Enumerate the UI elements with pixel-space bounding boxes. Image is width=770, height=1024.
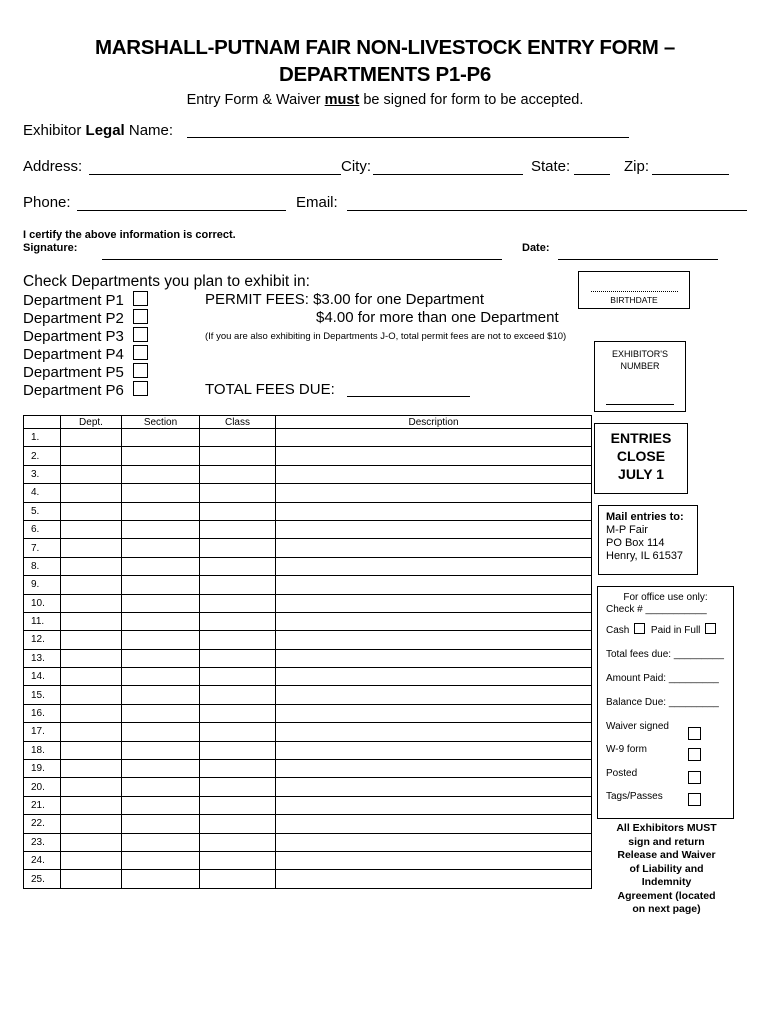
section-cell[interactable] [122, 668, 200, 686]
section-cell[interactable] [122, 760, 200, 778]
class-cell[interactable] [200, 815, 276, 833]
class-cell[interactable] [200, 778, 276, 796]
class-cell[interactable] [200, 833, 276, 851]
office-cash-checkbox[interactable] [634, 623, 645, 634]
row-number: 6. [24, 520, 61, 538]
table-row [24, 612, 592, 630]
office-amount-paid: Amount Paid: _________ [606, 673, 719, 684]
class-cell[interactable] [200, 796, 276, 814]
row-number: 9. [24, 576, 61, 594]
class-cell[interactable] [200, 502, 276, 520]
dept-cell[interactable] [61, 796, 122, 814]
description-cell[interactable] [276, 668, 592, 686]
exhibitor-number-line1: EXHIBITOR'S [611, 349, 669, 359]
address-label: Address: [23, 158, 83, 175]
section-cell[interactable] [122, 704, 200, 722]
exhibitor-number-line2: NUMBER [620, 361, 660, 371]
dept-cell[interactable] [61, 594, 122, 612]
section-cell[interactable] [122, 723, 200, 741]
section-cell[interactable] [122, 741, 200, 759]
email-label: Email: [296, 194, 338, 211]
dept-cell[interactable] [61, 778, 122, 796]
section-cell[interactable] [122, 429, 200, 447]
class-cell[interactable] [200, 704, 276, 722]
section-cell[interactable] [122, 833, 200, 851]
row-number: 20. [24, 778, 61, 796]
row-number: 25. [24, 870, 61, 888]
description-cell[interactable] [276, 612, 592, 630]
class-cell[interactable] [200, 539, 276, 557]
description-cell[interactable] [276, 520, 592, 538]
description-cell[interactable] [276, 557, 592, 575]
dept-cell[interactable] [61, 815, 122, 833]
description-cell[interactable] [276, 447, 592, 465]
dept-label-p4: Department P4 [23, 346, 124, 363]
subtitle-pre: Entry Form & Waiver [186, 92, 325, 108]
class-cell[interactable] [200, 594, 276, 612]
dept-cell[interactable] [61, 649, 122, 667]
dept-row-p5 [23, 363, 148, 382]
dept-cell[interactable] [61, 539, 122, 557]
class-cell[interactable] [200, 741, 276, 759]
office-payment-row [606, 623, 716, 636]
section-cell[interactable] [122, 870, 200, 888]
entries-table [23, 415, 592, 889]
dept-row-p6 [23, 381, 148, 400]
row-number: 16. [24, 704, 61, 722]
class-cell[interactable] [200, 668, 276, 686]
row-number: 13. [24, 649, 61, 667]
office-waiver-label: Waiver signed [606, 721, 669, 732]
section-cell[interactable] [122, 778, 200, 796]
total-fees-label: TOTAL FEES DUE: [205, 381, 335, 398]
notice-line5: Indemnity [641, 876, 692, 888]
legal-name-bold: Legal [85, 122, 125, 139]
description-cell[interactable] [276, 594, 592, 612]
section-cell[interactable] [122, 447, 200, 465]
zip-field[interactable] [652, 174, 729, 175]
class-cell[interactable] [200, 465, 276, 483]
notice-line2: sign and return [628, 835, 705, 848]
description-cell[interactable] [276, 851, 592, 869]
row-number: 10. [24, 594, 61, 612]
subtitle-post: be signed for form to be accepted. [359, 92, 584, 108]
table-row [24, 723, 592, 741]
class-cell[interactable] [200, 870, 276, 888]
date-field[interactable] [558, 259, 718, 260]
legal-name-post: Name: [124, 122, 174, 139]
phone-field[interactable] [77, 210, 286, 211]
city-field[interactable] [373, 174, 523, 175]
description-cell[interactable] [276, 778, 592, 796]
office-use-box [597, 586, 734, 819]
table-row [24, 668, 592, 686]
certify-statement: I certify the above information is correct. [23, 229, 236, 241]
mail-entries-text [606, 511, 684, 563]
waiver-notice [597, 822, 736, 917]
section-cell[interactable] [122, 557, 200, 575]
description-cell[interactable] [276, 502, 592, 520]
section-cell[interactable] [122, 796, 200, 814]
dept-row-p4 [23, 345, 148, 364]
table-row [24, 796, 592, 814]
table-row [24, 741, 592, 759]
row-number: 23. [24, 833, 61, 851]
description-cell[interactable] [276, 465, 592, 483]
table-row [24, 557, 592, 575]
section-cell[interactable] [122, 686, 200, 704]
office-paid-label: Paid in Full [650, 625, 701, 636]
row-number: 12. [24, 631, 61, 649]
section-cell[interactable] [122, 502, 200, 520]
section-cell[interactable] [122, 631, 200, 649]
section-cell[interactable] [122, 612, 200, 630]
permit-fees-note: (If you are also exhibiting in Departments J-O, total permit fees are not to exceed $10) [205, 331, 567, 342]
exhibitor-number-field[interactable] [606, 404, 674, 405]
section-cell[interactable] [122, 484, 200, 502]
departments-heading: Check Departments you plan to exhibit in: [23, 273, 310, 290]
row-number: 19. [24, 760, 61, 778]
birthdate-field[interactable] [591, 291, 678, 292]
row-number: 15. [24, 686, 61, 704]
dept-row-p2 [23, 309, 148, 328]
dept-cell[interactable] [61, 520, 122, 538]
notice-line1: All Exhibitors MUST [616, 822, 717, 834]
table-row [24, 851, 592, 869]
description-cell[interactable] [276, 649, 592, 667]
dept-checkbox-p5[interactable] [133, 363, 148, 378]
dept-cell[interactable] [61, 612, 122, 630]
table-row [24, 815, 592, 833]
notice-line3: Release and Waiver [617, 849, 716, 861]
class-cell[interactable] [200, 429, 276, 447]
description-cell[interactable] [276, 704, 592, 722]
mail-line2: PO Box 114 [606, 537, 665, 549]
mail-line3: Henry, IL 61537 [606, 550, 684, 562]
date-label: Date: [522, 242, 550, 254]
table-row [24, 631, 592, 649]
form-subtitle [0, 92, 770, 108]
email-field[interactable] [347, 210, 747, 211]
table-row [24, 704, 592, 722]
dept-checkbox-p1[interactable] [133, 291, 148, 306]
table-row [24, 870, 592, 888]
dept-cell[interactable] [61, 723, 122, 741]
section-cell[interactable] [122, 594, 200, 612]
office-heading: For office use only: [623, 592, 708, 603]
table-row [24, 594, 592, 612]
class-cell[interactable] [200, 576, 276, 594]
legal-name-pre: Exhibitor [23, 122, 86, 139]
table-row [24, 760, 592, 778]
entries-close-line3: JULY 1 [618, 466, 664, 482]
office-posted-checkbox[interactable] [688, 771, 701, 784]
description-cell[interactable] [276, 429, 592, 447]
description-cell[interactable] [276, 741, 592, 759]
signature-field[interactable] [102, 259, 502, 260]
address-field[interactable] [89, 174, 341, 175]
table-row [24, 484, 592, 502]
notice-line6: Agreement (located [617, 889, 716, 902]
notice-line4: of Liability and [629, 862, 704, 875]
dept-row-p1 [23, 291, 148, 310]
description-cell[interactable] [276, 870, 592, 888]
dept-checkbox-p4[interactable] [133, 345, 148, 360]
class-cell[interactable] [200, 484, 276, 502]
table-row [24, 686, 592, 704]
description-cell[interactable] [276, 576, 592, 594]
office-tags-checkbox[interactable] [688, 793, 701, 806]
table-row [24, 429, 592, 447]
row-number: 2. [24, 447, 61, 465]
class-cell[interactable] [200, 612, 276, 630]
row-number: 22. [24, 815, 61, 833]
row-number: 18. [24, 741, 61, 759]
entries-close-line2: CLOSE [616, 448, 666, 464]
dept-label-p5: Department P5 [23, 364, 124, 381]
table-row [24, 520, 592, 538]
entries-close-line1: ENTRIES [610, 430, 672, 446]
description-cell[interactable] [276, 833, 592, 851]
form-title-line2: DEPARTMENTS P1-P6 [278, 63, 492, 86]
class-cell[interactable] [200, 520, 276, 538]
dept-cell[interactable] [61, 502, 122, 520]
row-number: 17. [24, 723, 61, 741]
mail-line1: M-P Fair [606, 524, 648, 536]
mail-entries-box [598, 505, 698, 575]
office-cash-label: Cash [606, 625, 630, 636]
description-cell[interactable] [276, 631, 592, 649]
dept-checkbox-p2[interactable] [133, 309, 148, 324]
dept-cell[interactable] [61, 484, 122, 502]
dept-cell[interactable] [61, 576, 122, 594]
row-number: 1. [24, 429, 61, 447]
mail-heading: Mail entries to: [606, 511, 684, 523]
office-waiver-checkbox[interactable] [688, 727, 701, 740]
dept-cell[interactable] [61, 870, 122, 888]
class-cell[interactable] [200, 631, 276, 649]
table-row [24, 539, 592, 557]
section-cell[interactable] [122, 649, 200, 667]
row-number: 5. [24, 502, 61, 520]
office-w9-label: W-9 form [606, 744, 647, 755]
class-cell[interactable] [200, 649, 276, 667]
dept-cell[interactable] [61, 686, 122, 704]
row-number: 11. [24, 612, 61, 630]
birthdate-label: BIRTHDATE [610, 295, 658, 305]
section-cell[interactable] [122, 539, 200, 557]
phone-label: Phone: [23, 194, 71, 211]
dept-cell[interactable] [61, 668, 122, 686]
legal-name-label [23, 122, 173, 139]
birthdate-box [578, 271, 690, 309]
dept-cell[interactable] [61, 465, 122, 483]
subtitle-must: must [324, 92, 360, 108]
section-cell[interactable] [122, 465, 200, 483]
row-number: 24. [24, 851, 61, 869]
dept-checkbox-p3[interactable] [133, 327, 148, 342]
form-title-line1: MARSHALL-PUTNAM FAIR NON-LIVESTOCK ENTRY FORM – [94, 36, 676, 59]
description-cell[interactable] [276, 484, 592, 502]
section-cell[interactable] [122, 851, 200, 869]
table-row [24, 576, 592, 594]
permit-fees-line2: $4.00 for more than one Department [316, 309, 559, 326]
section-cell[interactable] [122, 576, 200, 594]
table-row [24, 502, 592, 520]
section-cell[interactable] [122, 815, 200, 833]
header-class: Class [200, 416, 276, 429]
description-cell[interactable] [276, 539, 592, 557]
description-cell[interactable] [276, 815, 592, 833]
row-number: 7. [24, 539, 61, 557]
description-cell[interactable] [276, 723, 592, 741]
dept-cell[interactable] [61, 631, 122, 649]
table-row [24, 833, 592, 851]
dept-cell[interactable] [61, 557, 122, 575]
dept-label-p3: Department P3 [23, 328, 124, 345]
dept-label-p1: Department P1 [23, 292, 124, 309]
dept-cell[interactable] [61, 741, 122, 759]
table-row [24, 447, 592, 465]
office-check: Check # ___________ [606, 604, 707, 615]
dept-label-p6: Department P6 [23, 382, 124, 399]
header-section: Section [122, 416, 200, 429]
notice-line7: on next page) [632, 903, 701, 915]
office-tags-label: Tags/Passes [606, 791, 663, 802]
entries-close-box [594, 423, 688, 494]
office-paid-checkbox[interactable] [705, 623, 716, 634]
zip-label: Zip: [624, 158, 650, 175]
header-description: Description [276, 416, 592, 429]
class-cell[interactable] [200, 760, 276, 778]
office-balance-due: Balance Due: _________ [606, 697, 719, 708]
description-cell[interactable] [276, 796, 592, 814]
description-cell[interactable] [276, 686, 592, 704]
dept-cell[interactable] [61, 833, 122, 851]
dept-cell[interactable] [61, 704, 122, 722]
dept-cell[interactable] [61, 447, 122, 465]
entries-header-row [24, 416, 592, 429]
state-label: State: [531, 158, 571, 175]
dept-cell[interactable] [61, 851, 122, 869]
signature-label: Signature: [23, 242, 78, 254]
dept-label-p2: Department P2 [23, 310, 124, 327]
row-number: 4. [24, 484, 61, 502]
city-label: City: [341, 158, 371, 175]
exhibitor-number-box [594, 341, 686, 412]
office-total-fees: Total fees due: _________ [606, 649, 724, 660]
office-w9-checkbox[interactable] [688, 748, 701, 761]
table-row [24, 649, 592, 667]
table-row [24, 778, 592, 796]
header-dept: Dept. [61, 416, 122, 429]
office-posted-label: Posted [606, 768, 638, 779]
class-cell[interactable] [200, 723, 276, 741]
total-fees-field[interactable] [347, 396, 470, 397]
class-cell[interactable] [200, 686, 276, 704]
class-cell[interactable] [200, 447, 276, 465]
row-number: 21. [24, 796, 61, 814]
class-cell[interactable] [200, 557, 276, 575]
dept-checkbox-p6[interactable] [133, 381, 148, 396]
entries-close-text [595, 429, 687, 483]
description-cell[interactable] [276, 760, 592, 778]
header-num [24, 416, 61, 429]
dept-cell[interactable] [61, 760, 122, 778]
legal-name-field[interactable] [187, 137, 629, 138]
row-number: 3. [24, 465, 61, 483]
dept-cell[interactable] [61, 429, 122, 447]
class-cell[interactable] [200, 851, 276, 869]
table-row [24, 465, 592, 483]
permit-fees-line1: PERMIT FEES: $3.00 for one Department [205, 291, 485, 308]
dept-row-p3 [23, 327, 148, 346]
section-cell[interactable] [122, 520, 200, 538]
exhibitor-number-label [595, 348, 685, 372]
row-number: 14. [24, 668, 61, 686]
state-field[interactable] [574, 174, 610, 175]
row-number: 8. [24, 557, 61, 575]
